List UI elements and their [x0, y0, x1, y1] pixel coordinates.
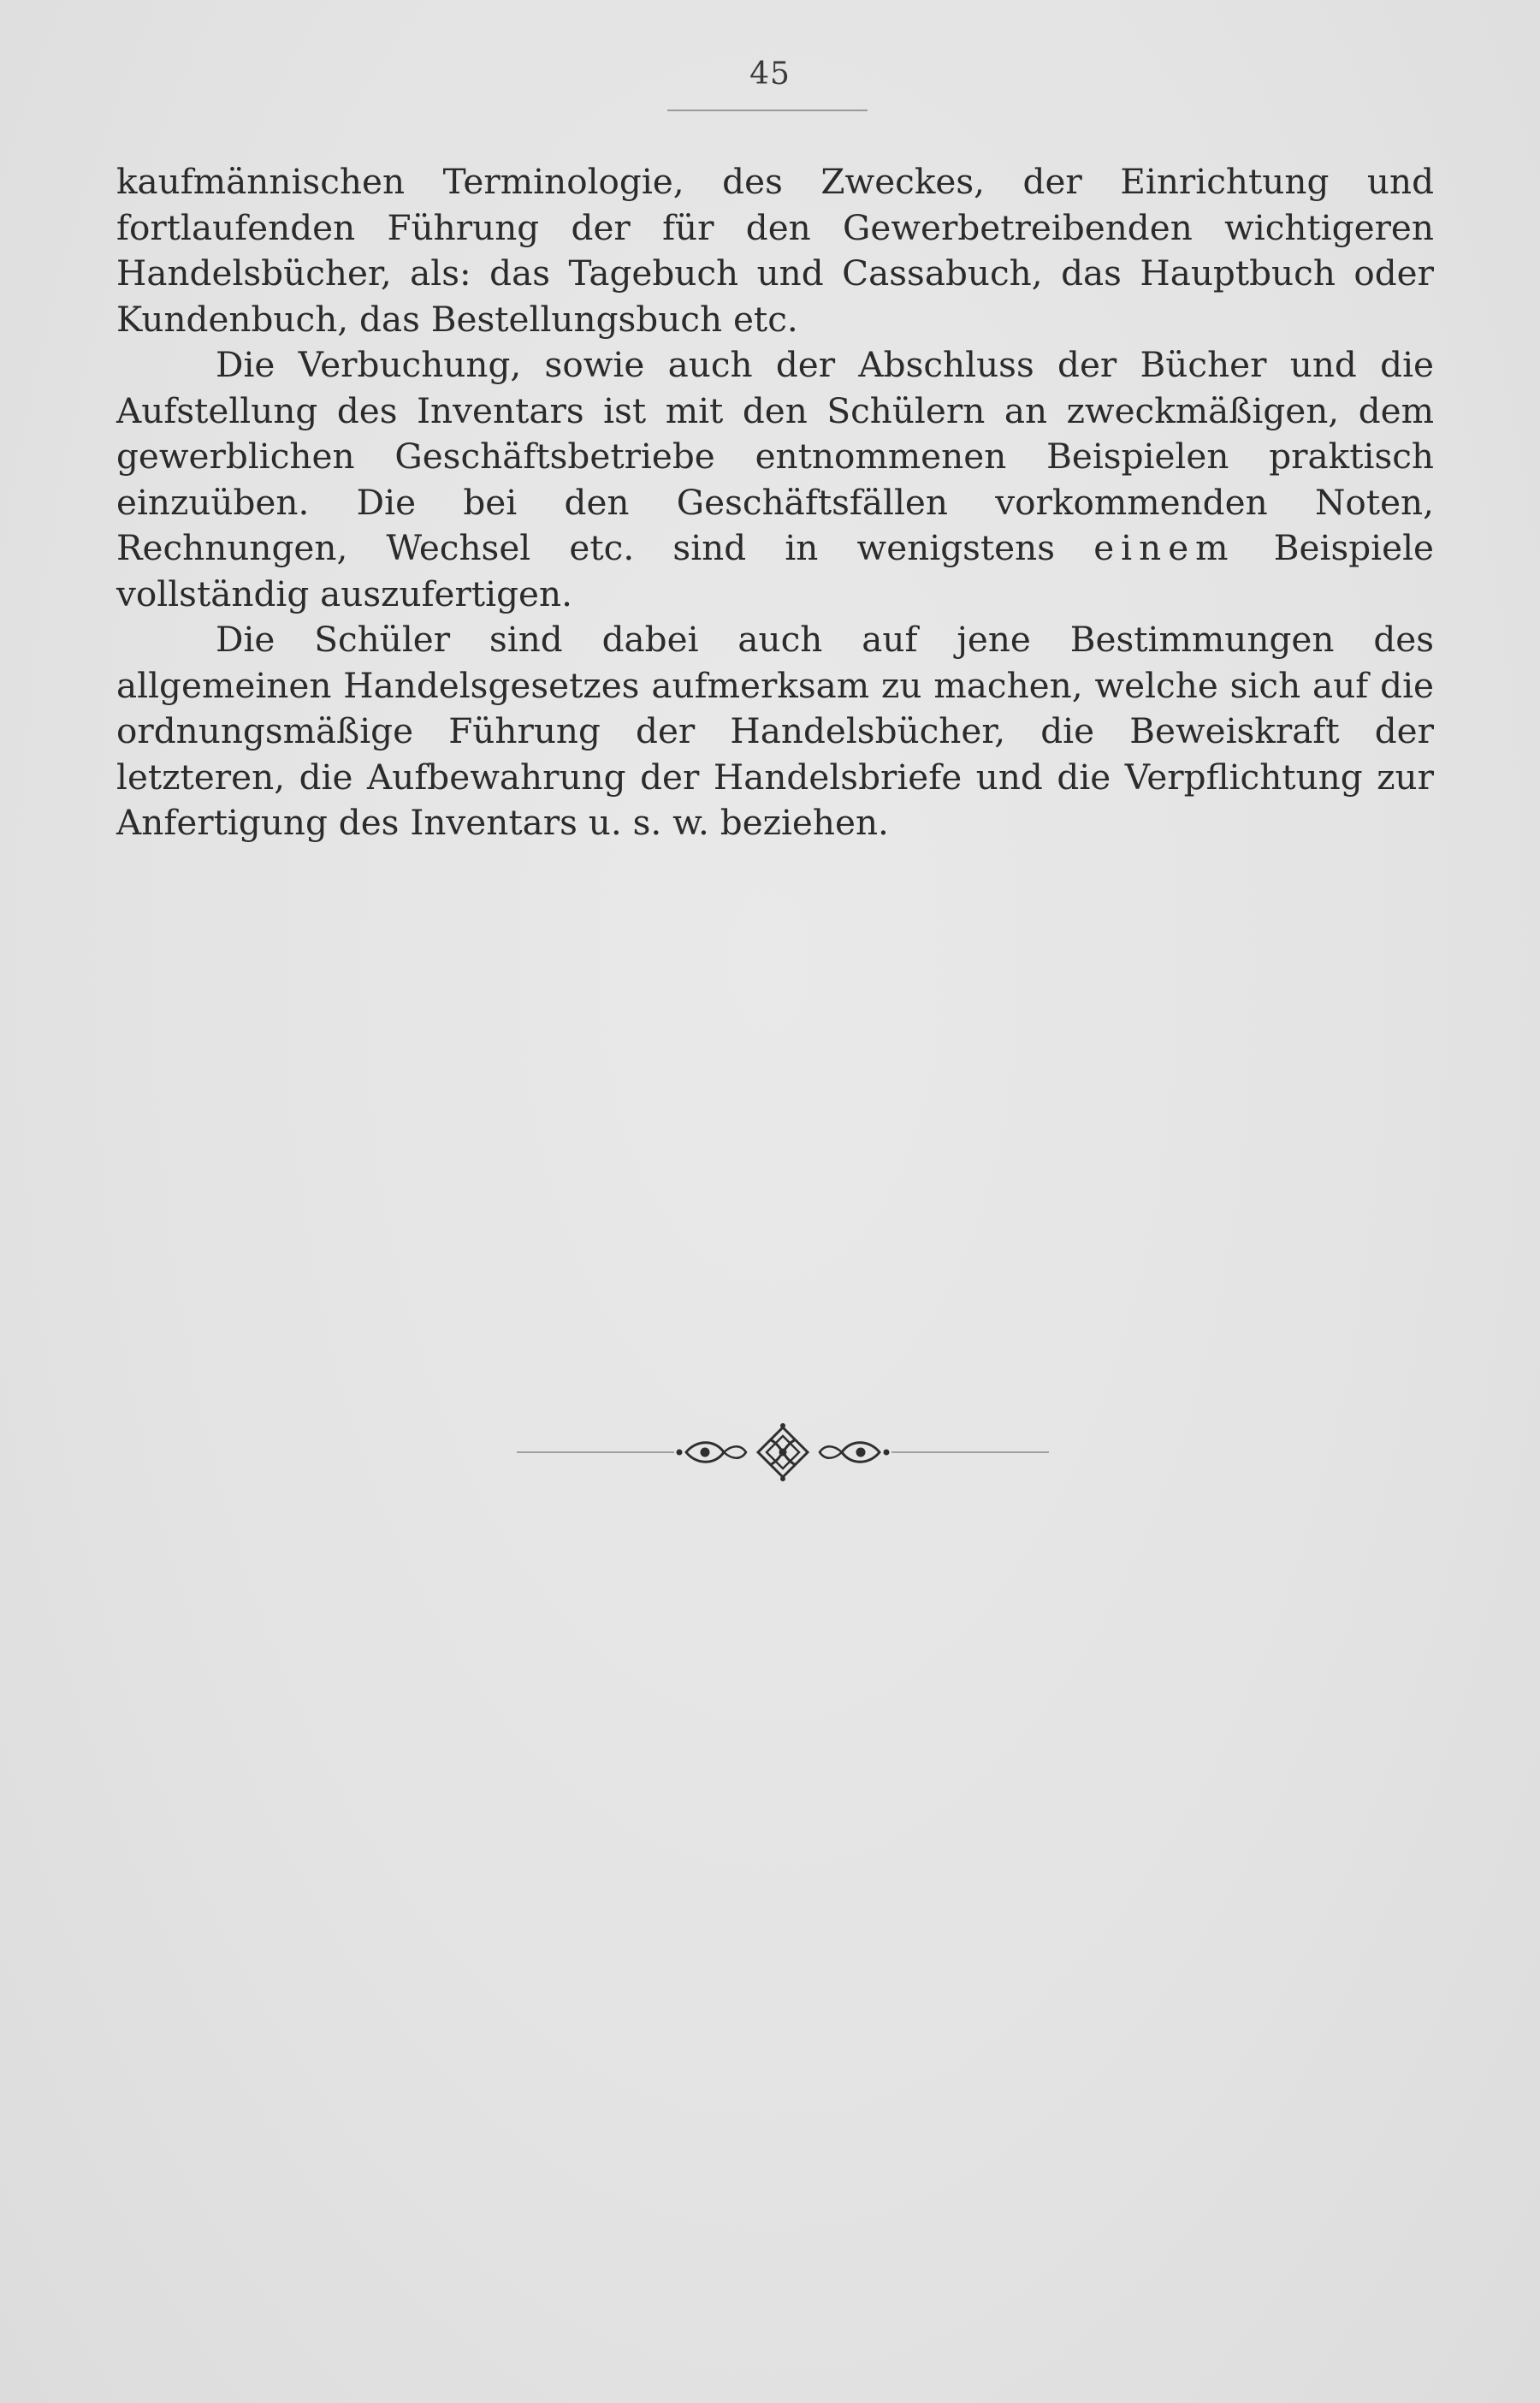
paragraph-3: Die Schüler sind dabei auch auf jene Bestimmungen des allgemeinen Handelsgesetzes aufmerksam zu machen, welche sich auf die ordnungsmäßige Führung der Handelsbücher, die Beweiskraft der letzteren, die Aufbewahrung der Handelsbriefe und die Verpflichtung zur Anfertigung des Inventars u. s. w. beziehen. — [116, 619, 1434, 843]
body-text — [116, 159, 1434, 846]
header-rule — [667, 110, 868, 111]
paragraph-2-text-b: Beispiele vollständig auszufertigen. — [116, 527, 1434, 614]
paragraph-1: kaufmännischen Terminologie, des Zweckes, der Einrichtung und fortlaufenden Führung der für den Gewerbetreibenden wichtigeren Handelsbücher, als: das Tagebuch und Cassabuch, das Hauptbuch oder Kundenbuch, das Bestellungsbuch etc. — [116, 161, 1434, 340]
ornament-divider — [513, 1421, 1052, 1484]
paragraph-2 — [116, 342, 1434, 617]
paragraph-2-text-a: Die Verbuchung, sowie auch der Abschluss der Bücher und die Aufstellung des Inventars ist mit den Schülern an zweckmäßigen, dem gewerblichen Geschäftsbetriebe entnommenen Beispielen praktisch einzuüben. Die bei den Geschäftsfällen vorkommenden Noten, Rechnungen, Wechsel etc. sind in wenigstens — [116, 344, 1434, 568]
spaced-emphasis: einem — [1093, 527, 1235, 568]
page-number: 45 — [749, 56, 791, 92]
